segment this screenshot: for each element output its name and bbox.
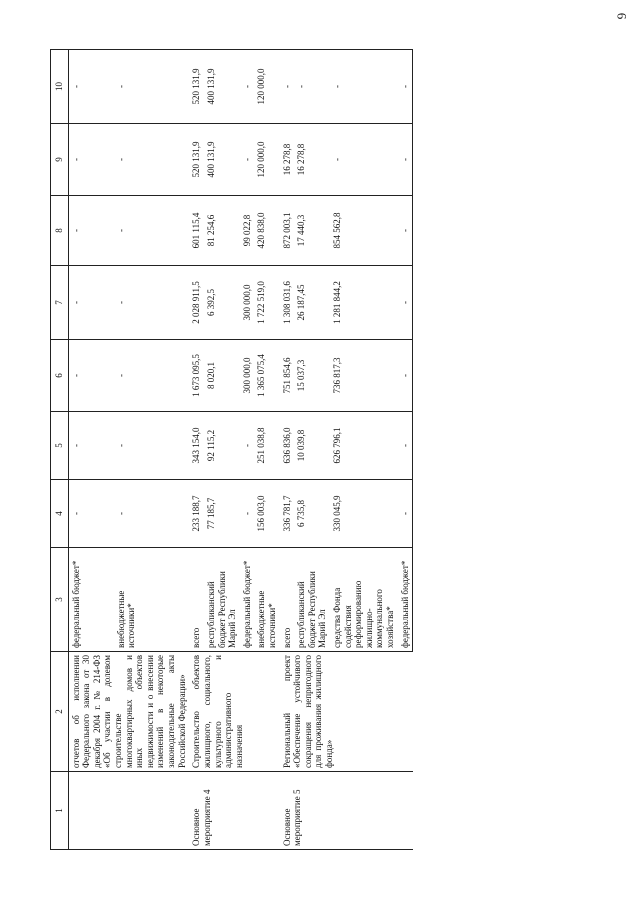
value-cell-col-4: - bbox=[240, 480, 255, 548]
value-cell-col-6: 300 000,0 bbox=[240, 340, 255, 412]
col-header-1: 1 bbox=[51, 772, 69, 850]
value-cell-col-9: 400 131,9 bbox=[204, 124, 240, 196]
value-cell-col-4: 156 003,0 bbox=[254, 480, 279, 548]
funding-source-cell: республиканский бюджет Республики Марий Эл bbox=[294, 548, 330, 652]
value-cell-col-7: - bbox=[68, 266, 113, 340]
col-header-8: 8 bbox=[51, 196, 69, 266]
value-cell-col-10: - bbox=[114, 50, 190, 124]
activity-name-cell: Основное мероприятие 4 bbox=[189, 772, 279, 850]
value-cell-col-6: - bbox=[68, 340, 113, 412]
value-cell-col-7: - bbox=[114, 266, 190, 340]
activity-description-cell: отчетов об исполнении Федерального закона от 30 декабря 2004 г. № 214-ФЗ «Об участии в долевом строительстве многоквартирных домов и иных объектов недвижимости и о внесении изменений в некоторые законодательные акты Российской Федерации» bbox=[68, 652, 189, 772]
funding-source-cell: республиканский бюджет Республики Марий Эл bbox=[204, 548, 240, 652]
value-cell-col-7: 1 722 519,0 bbox=[254, 266, 279, 340]
col-header-5: 5 bbox=[51, 412, 69, 480]
value-cell-col-8: 17 440,3 bbox=[294, 196, 330, 266]
value-cell-col-5: 343 154,0 bbox=[189, 412, 204, 480]
activity-description-cell: Региональный проект «Обеспечение устойчивого сокращения непригодного для проживания жилищного фонда» bbox=[280, 652, 413, 772]
value-cell-col-6: - bbox=[398, 340, 413, 412]
table-row bbox=[280, 50, 295, 850]
header-row bbox=[51, 50, 69, 850]
value-cell-col-9: 16 278,8 bbox=[280, 124, 295, 196]
value-cell-col-9: 520 131,9 bbox=[189, 124, 204, 196]
value-cell-col-9: 16 278,8 bbox=[294, 124, 330, 196]
table-body bbox=[68, 50, 413, 850]
value-cell-col-8: 420 838,0 bbox=[254, 196, 279, 266]
value-cell-col-5: - bbox=[240, 412, 255, 480]
value-cell-col-5: - bbox=[114, 412, 190, 480]
value-cell-col-9: - bbox=[68, 124, 113, 196]
col-header-6: 6 bbox=[51, 340, 69, 412]
value-cell-col-6: 1 673 095,5 bbox=[189, 340, 204, 412]
value-cell-col-5: 251 038,8 bbox=[254, 412, 279, 480]
value-cell-col-4: 77 185,7 bbox=[204, 480, 240, 548]
value-cell-col-6: - bbox=[114, 340, 190, 412]
col-header-2: 2 bbox=[51, 652, 69, 772]
value-cell-col-10: - bbox=[68, 50, 113, 124]
value-cell-col-8: 81 254,6 bbox=[204, 196, 240, 266]
value-cell-col-8: 601 115,4 bbox=[189, 196, 204, 266]
value-cell-col-5: 636 836,0 bbox=[280, 412, 295, 480]
value-cell-col-5: - bbox=[398, 412, 413, 480]
value-cell-col-10: - bbox=[294, 50, 330, 124]
col-header-10: 10 bbox=[51, 50, 69, 124]
value-cell-col-7: 300 000,0 bbox=[240, 266, 255, 340]
value-cell-col-6: 15 037,3 bbox=[294, 340, 330, 412]
value-cell-col-4: - bbox=[68, 480, 113, 548]
table-row bbox=[68, 50, 113, 850]
funding-source-cell: федеральный бюджет* bbox=[240, 548, 255, 652]
value-cell-col-8: 872 003,1 bbox=[280, 196, 295, 266]
value-cell-col-10: 120 000,0 bbox=[254, 50, 279, 124]
funding-source-cell: всего bbox=[189, 548, 204, 652]
value-cell-col-9: - bbox=[330, 124, 398, 196]
rotated-table-container bbox=[50, 50, 582, 850]
value-cell-col-4: - bbox=[114, 480, 190, 548]
value-cell-col-5: 626 796,1 bbox=[330, 412, 398, 480]
value-cell-col-4: - bbox=[398, 480, 413, 548]
value-cell-col-8: 99 022,8 bbox=[240, 196, 255, 266]
value-cell-col-4: 6 735,8 bbox=[294, 480, 330, 548]
page-number: 6 bbox=[613, 12, 629, 20]
value-cell-col-9: - bbox=[240, 124, 255, 196]
value-cell-col-7: 26 187,45 bbox=[294, 266, 330, 340]
value-cell-col-6: 751 854,6 bbox=[280, 340, 295, 412]
col-header-9: 9 bbox=[51, 124, 69, 196]
col-header-7: 7 bbox=[51, 266, 69, 340]
value-cell-col-5: 10 039,8 bbox=[294, 412, 330, 480]
funding-source-cell: внебюджетные источники* bbox=[114, 548, 190, 652]
funding-source-cell: средства Фонда содействия реформированию жилищно-коммунального хозяйства* bbox=[330, 548, 398, 652]
activity-description-cell: Строительство объектов жилищного, социального, культурного и административного назначения bbox=[189, 652, 279, 772]
value-cell-col-10: - bbox=[240, 50, 255, 124]
value-cell-col-7: 2 028 911,5 bbox=[189, 266, 204, 340]
value-cell-col-10: - bbox=[398, 50, 413, 124]
budget-table bbox=[50, 49, 413, 850]
col-header-4: 4 bbox=[51, 480, 69, 548]
funding-source-cell: внебюджетные источники* bbox=[254, 548, 279, 652]
funding-source-cell: всего bbox=[280, 548, 295, 652]
value-cell-col-4: 233 188,7 bbox=[189, 480, 204, 548]
value-cell-col-5: 92 115,2 bbox=[204, 412, 240, 480]
value-cell-col-8: - bbox=[114, 196, 190, 266]
value-cell-col-10: - bbox=[280, 50, 295, 124]
value-cell-col-8: 854 562,8 bbox=[330, 196, 398, 266]
value-cell-col-7: 6 392,5 bbox=[204, 266, 240, 340]
activity-name-cell: Основное мероприятие 5 bbox=[280, 772, 413, 850]
value-cell-col-7: - bbox=[398, 266, 413, 340]
value-cell-col-10: 400 131,9 bbox=[204, 50, 240, 124]
value-cell-col-7: 1 281 844,2 bbox=[330, 266, 398, 340]
value-cell-col-9: 120 000,0 bbox=[254, 124, 279, 196]
value-cell-col-6: 8 020,1 bbox=[204, 340, 240, 412]
value-cell-col-6: 1 365 075,4 bbox=[254, 340, 279, 412]
col-header-3: 3 bbox=[51, 548, 69, 652]
funding-source-cell: федеральный бюджет* bbox=[68, 548, 113, 652]
value-cell-col-9: - bbox=[114, 124, 190, 196]
value-cell-col-6: 736 817,3 bbox=[330, 340, 398, 412]
table-row bbox=[189, 50, 204, 850]
value-cell-col-4: 330 045,9 bbox=[330, 480, 398, 548]
value-cell-col-8: - bbox=[398, 196, 413, 266]
funding-source-cell: федеральный бюджет* bbox=[398, 548, 413, 652]
value-cell-col-7: 1 308 031,6 bbox=[280, 266, 295, 340]
activity-name-cell bbox=[68, 772, 189, 850]
value-cell-col-8: - bbox=[68, 196, 113, 266]
value-cell-col-9: - bbox=[398, 124, 413, 196]
value-cell-col-5: - bbox=[68, 412, 113, 480]
value-cell-col-10: 520 131,9 bbox=[189, 50, 204, 124]
value-cell-col-10: - bbox=[330, 50, 398, 124]
value-cell-col-4: 336 781,7 bbox=[280, 480, 295, 548]
